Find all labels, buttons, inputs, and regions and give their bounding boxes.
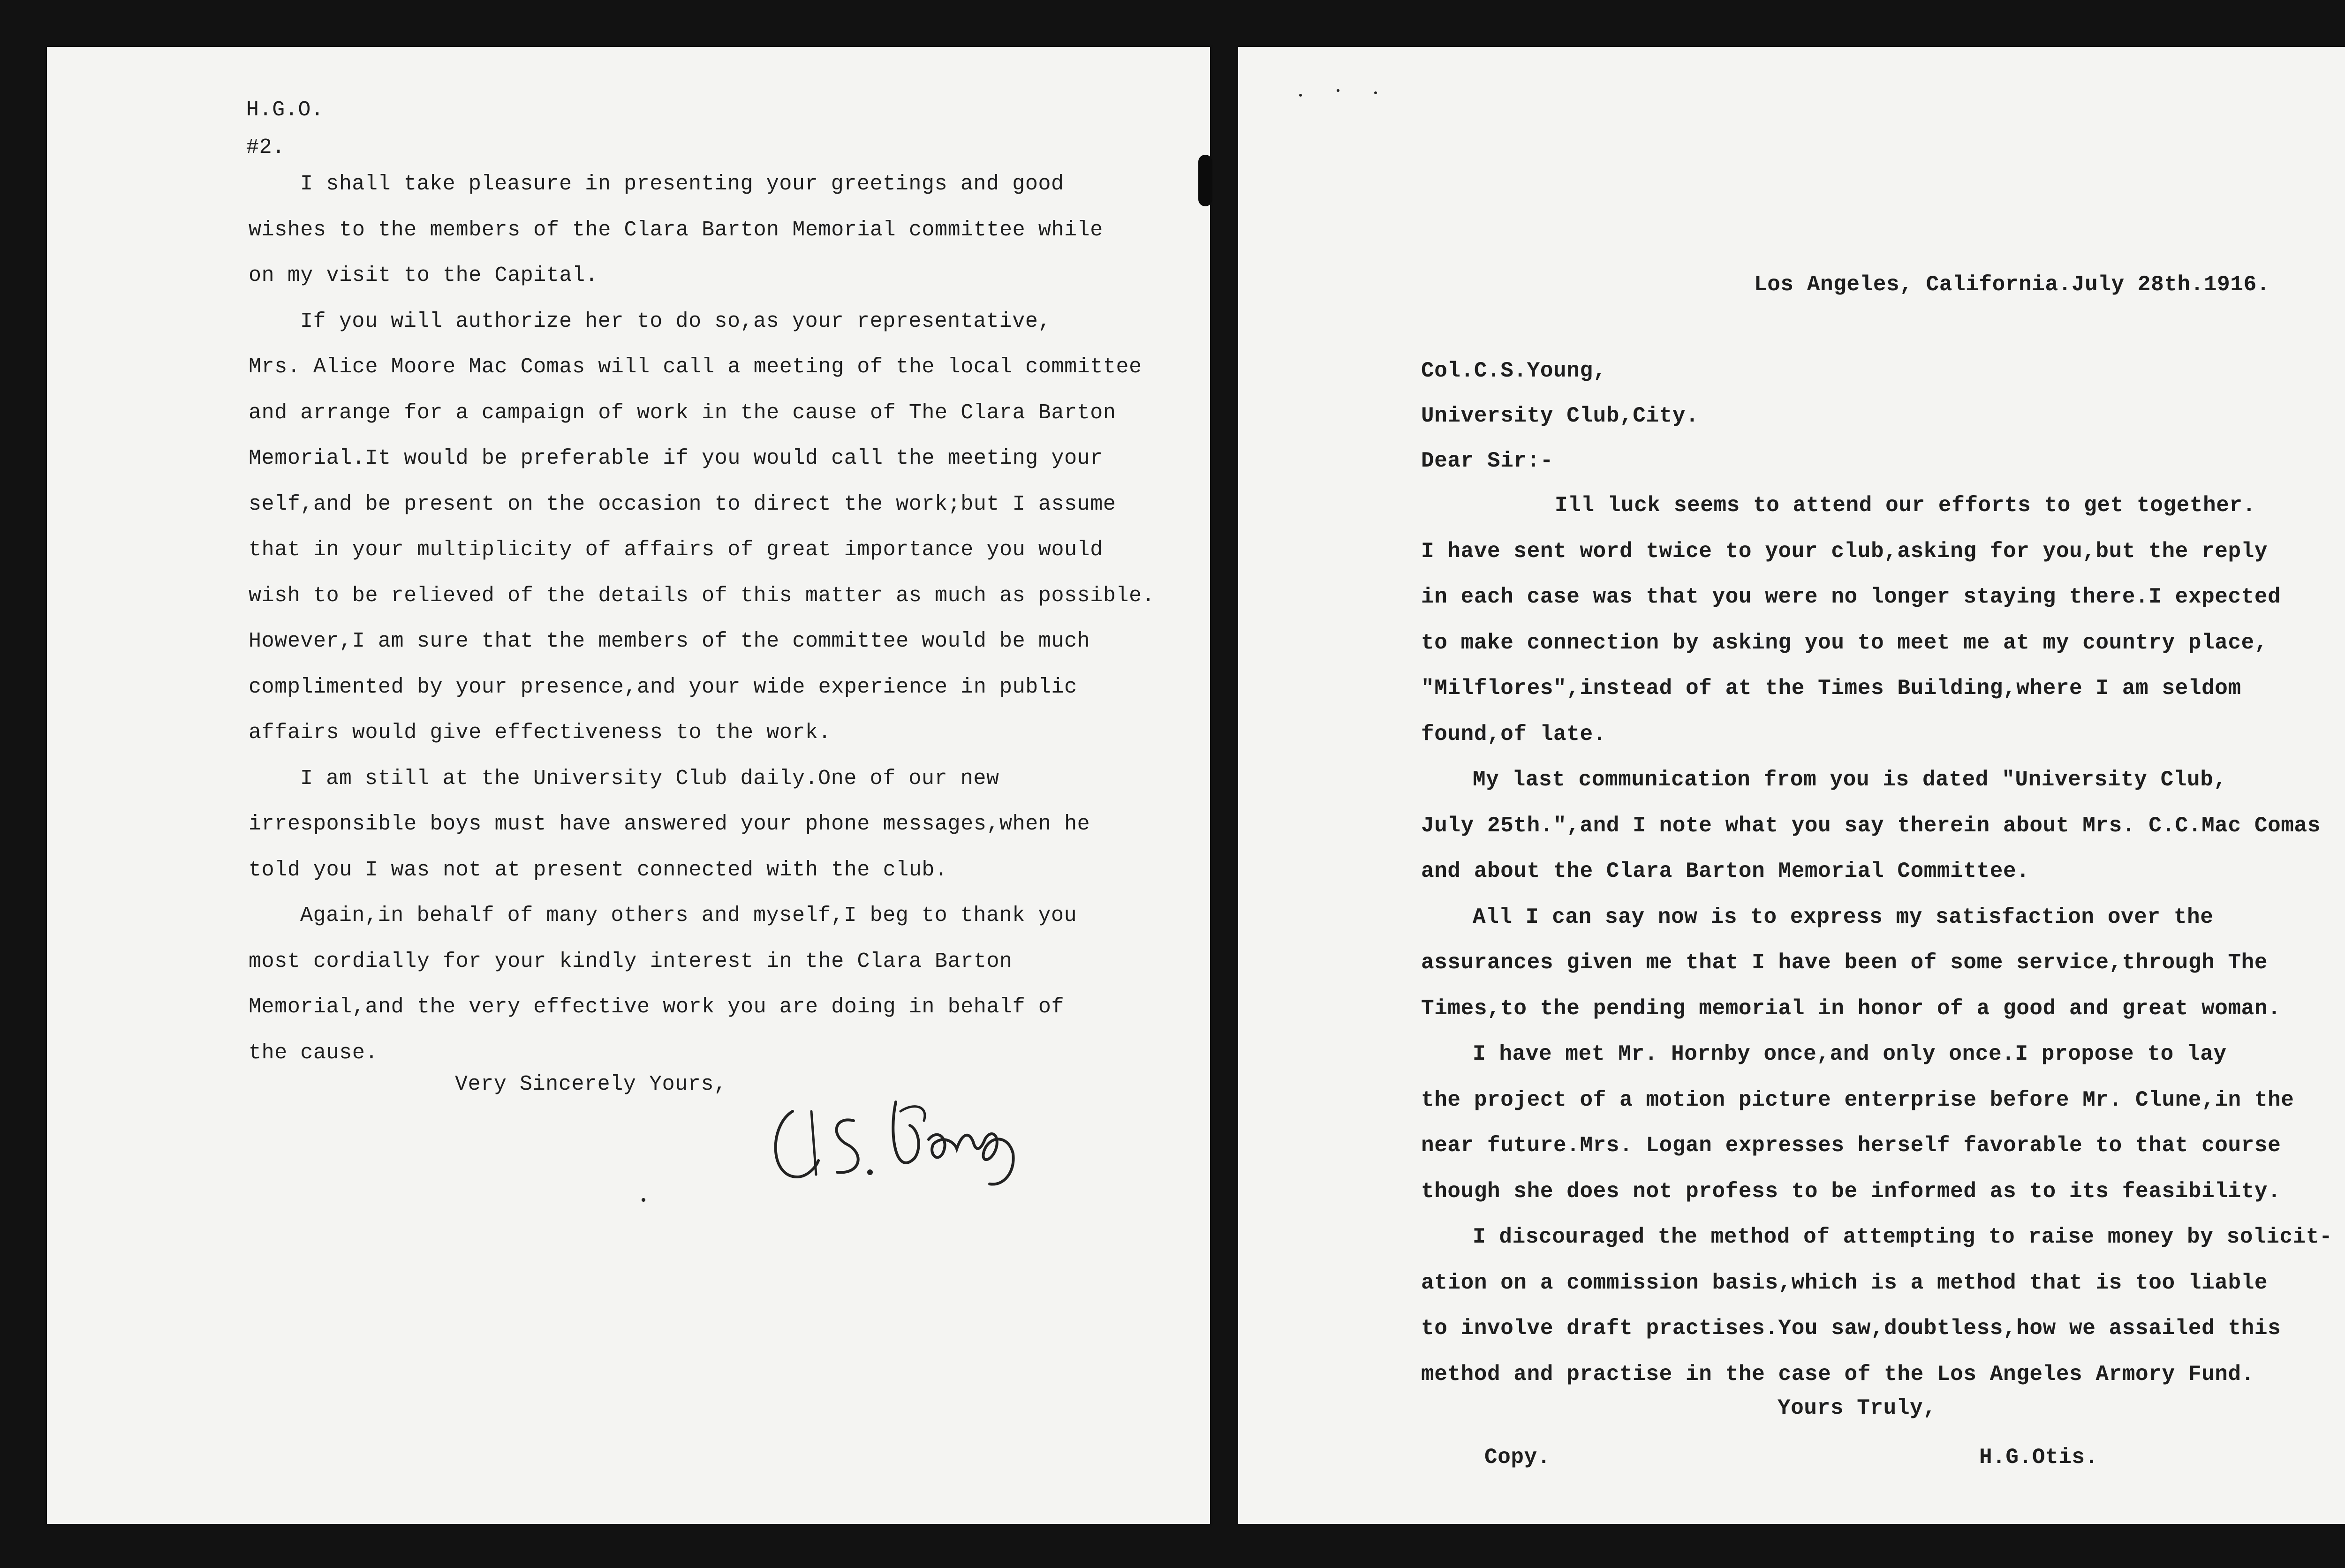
closing: Very Sincerely Yours, bbox=[455, 1072, 727, 1096]
body-line: in each case was that you were no longer staying there.I expected bbox=[1421, 585, 2281, 609]
ink-speck bbox=[1337, 89, 1339, 92]
dateline: Los Angeles, California.July 28th.1916. bbox=[1754, 272, 2270, 297]
body-line: near future.Mrs. Logan expresses herself favorable to that course bbox=[1421, 1133, 2281, 1158]
body-line: and arrange for a campaign of work in the cause of The Clara Barton bbox=[249, 400, 1116, 425]
body-line: found,of late. bbox=[1421, 722, 1606, 746]
handwritten-signature bbox=[760, 1083, 1060, 1205]
body-line: irresponsible boys must have answered your phone messages,when he bbox=[249, 812, 1090, 836]
body-line: I am still at the University Club daily.One of our new bbox=[300, 766, 999, 791]
body-line: However,I am sure that the members of the committee would be much bbox=[249, 629, 1090, 653]
copy-label: Copy. bbox=[1484, 1445, 1551, 1470]
letter-page-right bbox=[1238, 47, 2345, 1524]
body-line: I shall take pleasure in presenting your greetings and good bbox=[300, 172, 1064, 196]
binder-hole-left bbox=[1198, 155, 1212, 206]
body-line: that in your multiplicity of affairs of great importance you would bbox=[249, 538, 1103, 562]
body-line: wish to be relieved of the details of this matter as much as possible. bbox=[249, 583, 1155, 608]
body-line: I have met Mr. Hornby once,and only once.I propose to lay bbox=[1473, 1042, 2227, 1066]
body-line: though she does not profess to be informed as to its feasibility. bbox=[1421, 1179, 2281, 1204]
address: University Club,City. bbox=[1421, 404, 1699, 428]
header-initials: H.G.O. bbox=[246, 98, 324, 122]
ink-speck bbox=[1299, 94, 1302, 97]
letter-page-left bbox=[47, 47, 1210, 1524]
body-line: Again,in behalf of many others and myself,I beg to thank you bbox=[300, 904, 1077, 927]
body-line: Times,to the pending memorial in honor of a good and great woman. bbox=[1421, 996, 2281, 1021]
body-line: affairs would give effectiveness to the work. bbox=[249, 721, 832, 745]
body-line: I have sent word twice to your club,asking for you,but the reply bbox=[1421, 539, 2268, 564]
ink-speck bbox=[1374, 91, 1377, 94]
body-line: to make connection by asking you to meet me at my country place, bbox=[1421, 630, 2268, 655]
body-line: I discouraged the method of attempting to raise money by solicit- bbox=[1473, 1225, 2333, 1249]
body-line: Mrs. Alice Moore Mac Comas will call a meeting of the local committee bbox=[249, 355, 1142, 379]
body-line: Memorial.It would be preferable if you would call the meeting your bbox=[249, 446, 1103, 470]
body-line: ation on a commission basis,which is a method that is too liable bbox=[1421, 1270, 2268, 1295]
body-line: to involve draft practises.You saw,doubtless,how we assailed this bbox=[1421, 1316, 2281, 1341]
header-page-number: #2. bbox=[246, 136, 285, 159]
body-line: July 25th.",and I note what you say therein about Mrs. C.C.Mac Comas bbox=[1421, 813, 2321, 838]
body-line: All I can say now is to express my satisfaction over the bbox=[1473, 905, 2214, 929]
body-line: the project of a motion picture enterprise before Mr. Clune,in the bbox=[1421, 1087, 2294, 1112]
body-line: self,and be present on the occasion to direct the work;but I assume bbox=[249, 492, 1116, 516]
closing: Yours Truly, bbox=[1778, 1396, 1937, 1420]
body-line: If you will authorize her to do so,as your representative, bbox=[300, 309, 1051, 333]
body-line: My last communication from you is dated "University Club, bbox=[1473, 768, 2227, 792]
body-line: most cordially for your kindly interest in the Clara Barton bbox=[249, 949, 1013, 973]
body-line: the cause. bbox=[249, 1040, 378, 1065]
addressee: Col.C.S.Young, bbox=[1421, 359, 1606, 383]
body-line: "Milflores",instead of at the Times Building,where I am seldom bbox=[1421, 676, 2241, 701]
body-line: complimented by your presence,and your wide experience in public bbox=[249, 675, 1077, 699]
body-line: assurances given me that I have been of some service,through The bbox=[1421, 950, 2268, 975]
body-line: told you I was not at present connected with the club. bbox=[249, 858, 948, 882]
body-line: and about the Clara Barton Memorial Committee. bbox=[1421, 859, 2030, 883]
body-line: Ill luck seems to attend our efforts to get together. bbox=[1555, 493, 2256, 518]
signer: H.G.Otis. bbox=[1979, 1445, 2098, 1470]
body-line: Memorial,and the very effective work you are doing in behalf of bbox=[249, 995, 1065, 1019]
body-line: wishes to the members of the Clara Barton Memorial committee while bbox=[249, 218, 1103, 242]
salutation: Dear Sir:- bbox=[1421, 449, 1554, 473]
body-line: method and practise in the case of the Los Angeles Armory Fund. bbox=[1421, 1362, 2254, 1387]
body-line: on my visit to the Capital. bbox=[249, 264, 598, 287]
ink-speck bbox=[642, 1198, 645, 1202]
